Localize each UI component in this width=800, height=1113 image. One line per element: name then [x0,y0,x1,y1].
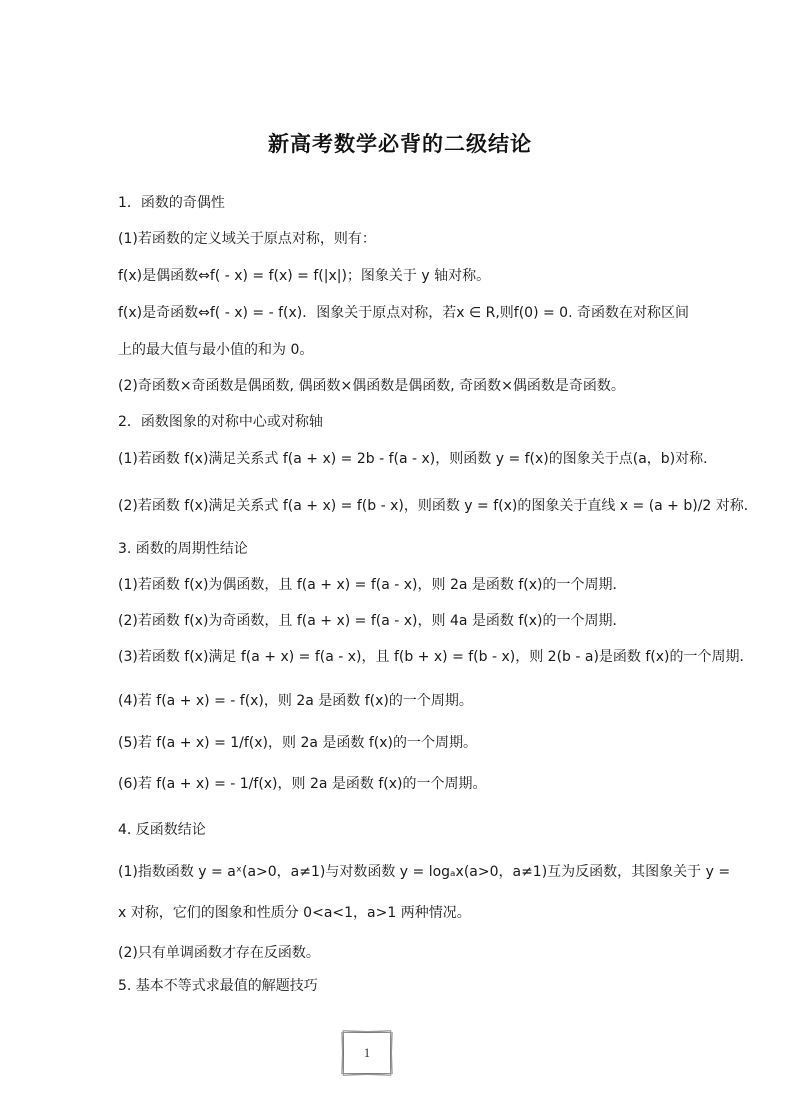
page-number-box [343,1032,391,1074]
section-1-line-1: (1)若函数的定义域关于原点对称，则有： [118,231,376,247]
section-4-line-3: (2)只有单调函数才存在反函数。 [118,945,320,961]
section-3-line-1: (1)若函数 f(x)为偶函数，且 f(a + x) = f(a - x)，则 2a 是函数 f(x)的一个周期． [118,577,627,593]
section-heading-4: 4. 反函数结论 [118,822,206,838]
section-4-line-2: x 对称，它们的图象和性质分 0<a<1，a>1 两种情况。 [118,905,471,921]
section-3-line-6: (6)若 f(a + x) = - 1/f(x)，则 2a 是函数 f(x)的一个周期。 [118,776,487,792]
section-3-line-4: (4)若 f(a + x) = - f(x)，则 2a 是函数 f(x)的一个周期。 [118,693,473,709]
section-3-line-5: (5)若 f(a + x) = 1/f(x)，则 2a 是函数 f(x)的一个周期。 [118,735,477,751]
section-3-line-3: (3)若函数 f(x)满足 f(a + x) = f(a - x)，且 f(b + x) = f(b - x)，则 2(b - a)是函数 f(x)的一个周期． [118,649,754,665]
section-heading-5: 5. 基本不等式求最值的解题技巧 [118,978,318,994]
section-1-line-4: 上的最大值与最小值的和为 0。 [118,342,314,358]
section-1-line-5: (2)奇函数×奇函数是偶函数, 偶函数×偶函数是偶函数, 奇函数×偶函数是奇函数。 [118,378,625,394]
section-heading-1: 1．函数的奇偶性 [118,195,225,211]
section-3-line-2: (2)若函数 f(x)为奇函数，且 f(a + x) = f(a - x)，则 4a 是函数 f(x)的一个周期． [118,613,627,629]
section-heading-2: 2．函数图象的对称中心或对称轴 [118,414,323,430]
section-heading-3: 3. 函数的周期性结论 [118,541,248,557]
section-1-line-3: f(x)是奇函数⇔f( - x) = - f(x)．图象关于原点对称，若x ∈ R,则f(0) = 0. 奇函数在对称区间 [118,305,689,321]
document-title: 新高考数学必背的二级结论 [268,132,532,156]
section-1-line-2: f(x)是偶函数⇔f( - x) = f(x) = f(|x|)；图象关于 y 轴对称。 [118,268,491,284]
section-2-line-1: (1)若函数 f(x)满足关系式 f(a + x) = 2b - f(a - x)，则函数 y = f(x)的图象关于点(a，b)对称． [118,451,718,467]
page-number: 1 [363,1045,371,1060]
section-2-line-2: (2)若函数 f(x)满足关系式 f(a + x) = f(b - x)，则函数 y = f(x)的图象关于直线 x = (a + b)/2 对称． [118,498,758,514]
section-4-line-1: (1)指数函数 y = aˣ(a>0，a≠1)与对数函数 y = logₐx(a>0，a≠1)互为反函数，其图象关于 y = [118,864,731,880]
